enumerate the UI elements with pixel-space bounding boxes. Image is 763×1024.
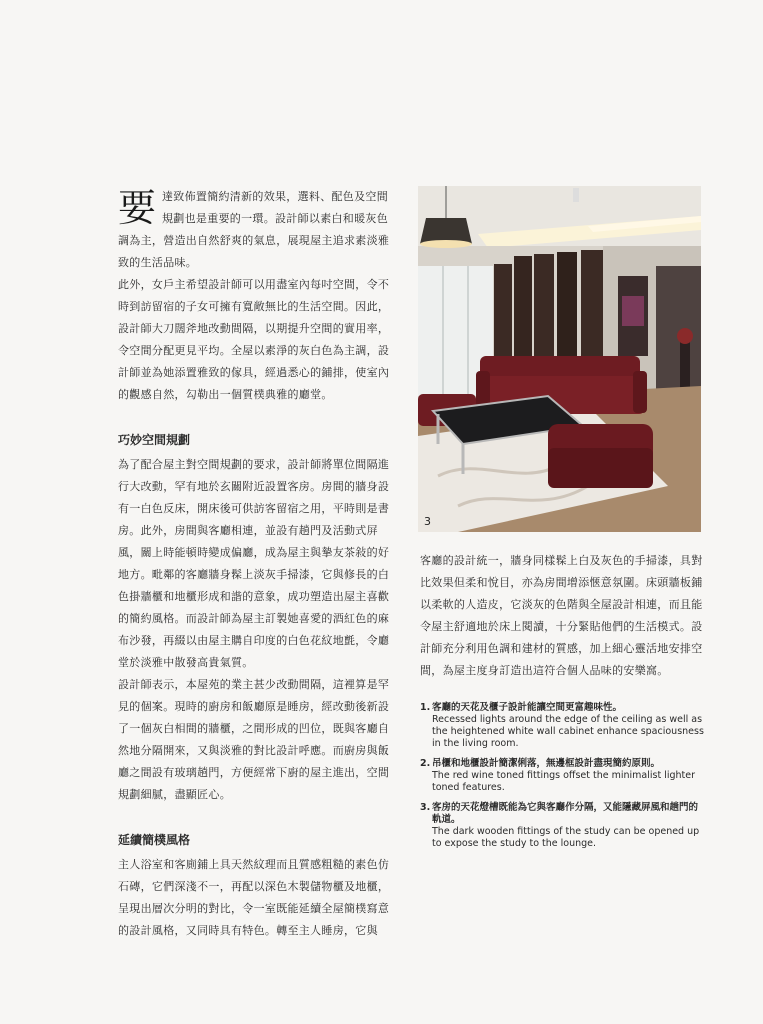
drop-cap: 要 [118,186,157,230]
caption-number: 1. [420,702,431,713]
intro-text: 達致佈置簡約清新的效果，選料、配色及空間規劃也是重要的一環。設計師以素白和暖灰色調為主，營造出自然舒爽的氣息，展現屋主追求素淡雅致的生活品味。 [118,190,390,269]
photo-captions [420,702,705,858]
section-title-space-planning: 巧妙空間規劃 [118,433,191,447]
left-column [118,186,394,942]
section-title-simple-style: 延續簡樸風格 [118,833,191,847]
intro-paragraph [118,186,394,274]
living-room-illustration [418,186,701,532]
space-planning-paragraph-1: 為了配合屋主對空間規劃的要求，設計師將單位間隔進行大改動，罕有地於玄關附近設置客房。房間的牆身設有一白色反床，開床後可供訪客留宿之用，平時則是書房。此外，房間與客廳相連，並設有趟門及活動式屏風，關上時能頓時變成偏廳，成為屋主與摯友茶敍的好地方。毗鄰的客廳牆身髹上淡灰手掃漆，它與修長的白色掛牆櫃和地櫃形成和諧的意象，成功塑造出屋主喜歡的簡約風格。而設計師為屋主訂製她喜愛的酒紅色的麻布沙發，再綴以由屋主購自印度的白色花紋地氈，令廳堂於淡雅中散發高貴氣質。 [118,458,390,669]
caption-english: The dark wooden fittings of the study can be opened up to expose the study to the lounge. [432,826,700,849]
caption-item [420,802,705,850]
caption-number: 3. [420,802,431,813]
caption-chinese: 客廳的天花及櫃子設計能讓空間更富趣味性。 [432,702,623,713]
caption-english: Recessed lights around the edge of the ceiling as well as the heightened white wall cabinet enhance spaciousness in the living room. [432,714,704,749]
caption-english: The red wine toned fittings offset the minimalist lighter toned features. [432,770,696,793]
caption-chinese: 吊櫃和地櫃設計簡潔俐落，無邊框設計盡現簡約原則。 [432,758,661,769]
right-column-paragraph: 客廳的設計統一，牆身同樣髹上白及灰色的手掃漆，具對比效果但柔和悅目，亦為房間增添愜意氛圍。床頭牆板鋪以柔軟的人造皮，它淡灰的色階與全屋設計相連，而且能令屋主舒適地於床上閱讀，十分緊貼他們的生活模式。設計師充分利用色調和建材的質感，加上細心靈活地安排空間，為屋主度身訂造出這符合個人品味的安樂窩。 [420,554,703,677]
photo-number: 3 [424,515,431,528]
caption-chinese: 客房的天花燈槽既能為它與客廳作分隔，又能隱藏屏風和趟門的軌道。 [432,802,699,825]
caption-item [420,702,705,750]
living-room-photo [418,186,701,532]
simple-style-paragraph: 主人浴室和客廁鋪上具天然紋理而且質感粗糙的素色仿石磚，它們深淺不一，再配以深色木製儲物櫃及地櫃，呈現出層次分明的對比，令一室既能延續全屋簡樸寫意的設計風格，又同時具有特色。轉至主人睡房，它與 [118,858,390,937]
space-planning-paragraph-2: 設計師表示，本屋苑的業主甚少改動間隔，這裡算是罕見的個案。現時的廚房和飯廳原是睡房，經改動後新設了一個灰白相間的牆櫃，之間形成的凹位，既與客廳自然地分隔開來，又與淡雅的對比設計呼應。而廚房與飯廳之間設有玻璃趟門，方便經常下廚的屋主進出，空間規劃細膩，盡顯匠心。 [118,678,390,801]
intro-paragraph-2: 此外，女戶主希望設計師可以用盡室內每吋空間，令不時到訪留宿的子女可擁有寬敞無比的生活空間。因此，設計師大刀闊斧地改動間隔，以期提升空間的實用率，令空間分配更見平均。全屋以素淨的灰白色為主調，設計師並為她添置雅致的傢具，經過悉心的鋪排，使室內的觀感自然，勾勒出一個質樸典雅的廳堂。 [118,278,390,401]
caption-number: 2. [420,758,431,769]
caption-item [420,758,705,794]
